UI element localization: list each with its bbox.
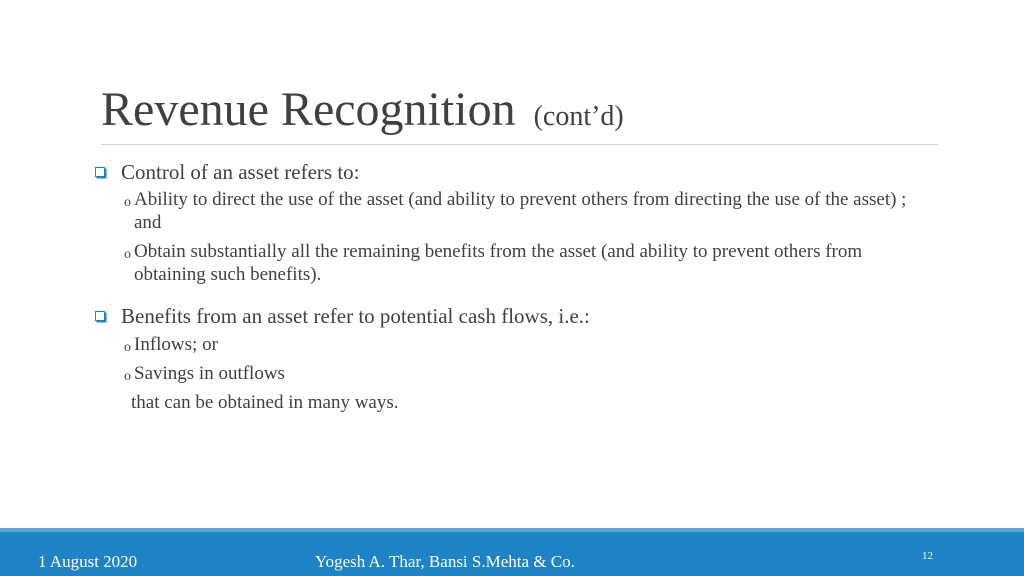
bullet-text: Control of an asset refers to: [121, 160, 360, 184]
footer-bar [0, 532, 1024, 576]
bullet-text: Benefits from an asset refer to potential cash flows, i.e.: [121, 304, 590, 328]
page-number: 12 [922, 550, 933, 562]
bullet-benefits [95, 304, 590, 329]
square-bullet-icon [95, 311, 105, 321]
sub-bullet-text: Ability to direct the use of the asset (and ability to prevent others from directing the use of the asset) ; and [134, 189, 907, 233]
sub-bullet-benefits [124, 240, 929, 286]
circle-bullet-icon: o [124, 340, 131, 355]
circle-bullet-icon: o [124, 247, 131, 262]
trailing-text: that can be obtained in many ways. [131, 392, 399, 413]
bullet-control [95, 160, 360, 185]
sub-bullet-text: Inflows; or [134, 334, 218, 355]
title-sub: (cont’d) [533, 101, 624, 132]
circle-bullet-icon: o [124, 195, 131, 210]
circle-bullet-icon: o [124, 369, 131, 384]
footer-date: 1 August 2020 [38, 552, 138, 571]
sub-bullet-ability [124, 188, 929, 234]
title-main: Revenue Recognition [101, 83, 516, 136]
sub-bullet-savings [124, 362, 929, 388]
square-bullet-icon [95, 167, 105, 177]
sub-bullet-inflows [124, 333, 929, 359]
sub-bullet-text: Obtain substantially all the remaining benefits from the asset (and ability to prevent others from obtaining such benefits). [134, 241, 863, 285]
footer-author: Yogesh A. Thar, Bansi S.Mehta & Co. [315, 552, 575, 571]
sub-bullet-text: Savings in outflows [134, 363, 285, 384]
